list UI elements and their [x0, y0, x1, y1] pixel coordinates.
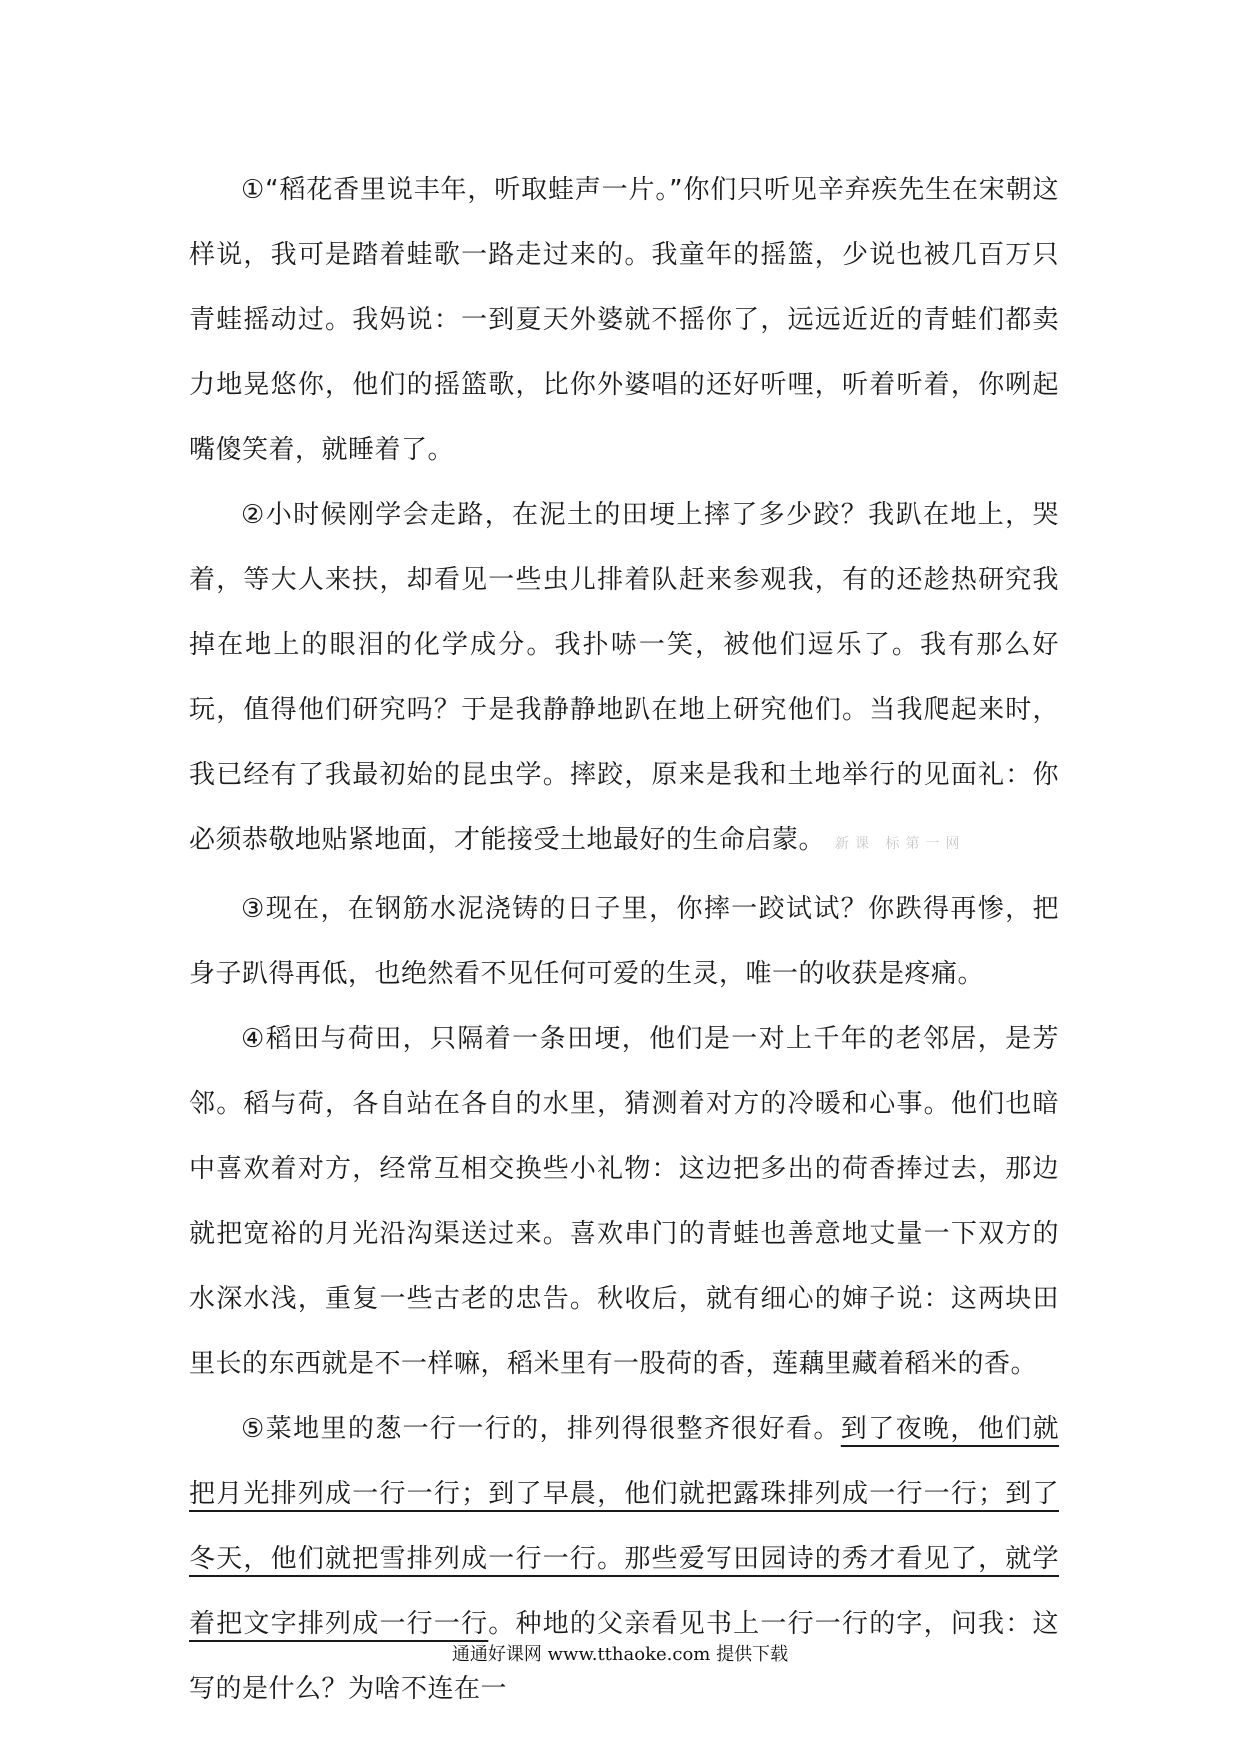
- paragraph-2-text: ②小时候刚学会走路，在泥土的田埂上摔了多少跤？我趴在地上，哭着，等大人来扶，却看见一些虫儿排着队赶来参观我，有的还趁热研究我掉在地上的眼泪的化学成分。我扑哧一笑，被他们逗乐了。我有那么好玩，值得他们研究吗？于是我静静地趴在地上研究他们。当我爬起来时，我已经有了我最初始的昆虫学。摔跤，原来是我和土地举行的见面礼：你必须恭敬地贴紧地面，才能接受土地最好的生命启蒙。: [189, 500, 1059, 855]
- paragraph-2: [189, 483, 1059, 877]
- watermark-text: 新课 标第一网: [835, 836, 966, 852]
- paragraph-5-start: ⑤菜地里的葱一行一行的，排列得很整齐很好看。: [241, 1414, 841, 1444]
- paragraph-4: ④稻田与荷田，只隔着一条田埂，他们是一对上千年的老邻居，是芳邻。稻与荷，各自站在各自的水里，猜测着对方的冷暖和心事。他们也暗中喜欢着对方，经常互相交换些小礼物：这边把多出的荷香捧过去，那边就把宽裕的月光沿沟渠送过来。喜欢串门的青蛙也善意地丈量一下双方的水深水浅，重复一些古老的忠告。秋收后，就有细心的婶子说：这两块田里长的东西就是不一样嘛，稻米里有一股荷的香，莲藕里藏着稻米的香。: [189, 1024, 1059, 1379]
- paragraph-5-end: 。种地的父亲看见书上一行一行的字，问我：这写的是什么？为啥不连在一: [189, 1609, 1059, 1704]
- paragraph-3: ③现在，在钢筋水泥浇铸的日子里，你摔一跤试试？你跌得再惨，把身子趴得再低，也绝然看不见任何可爱的生灵，唯一的收获是疼痛。: [189, 894, 1059, 989]
- article-body: [189, 158, 1059, 1722]
- paragraph-5: [189, 1397, 1059, 1722]
- paragraph-1: ①“稻花香里说丰年，听取蛙声一片。”你们只听见辛弃疾先生在宋朝这样说，我可是踏着蛙歌一路走过来的。我童年的摇篮，少说也被几百万只青蛙摇动过。我妈说：一到夏天外婆就不摇你了，远远近近的青蛙们都卖力地晃悠你，他们的摇篮歌，比你外婆唱的还好听哩，听着听着，你咧起嘴傻笑着，就睡着了。: [189, 175, 1059, 465]
- paragraph-5-underlined: 到了夜晚，他们就把月光排列成一行一行；到了早晨，他们就把露珠排列成一行一行；到了冬天，他们就把雪排列成一行一行。那些爱写田园诗的秀才看见了，就学着把文字排列成一行一行: [189, 1414, 1059, 1639]
- page-footer: 通通好课网 www.tthaoke.com 提供下载: [451, 1644, 789, 1665]
